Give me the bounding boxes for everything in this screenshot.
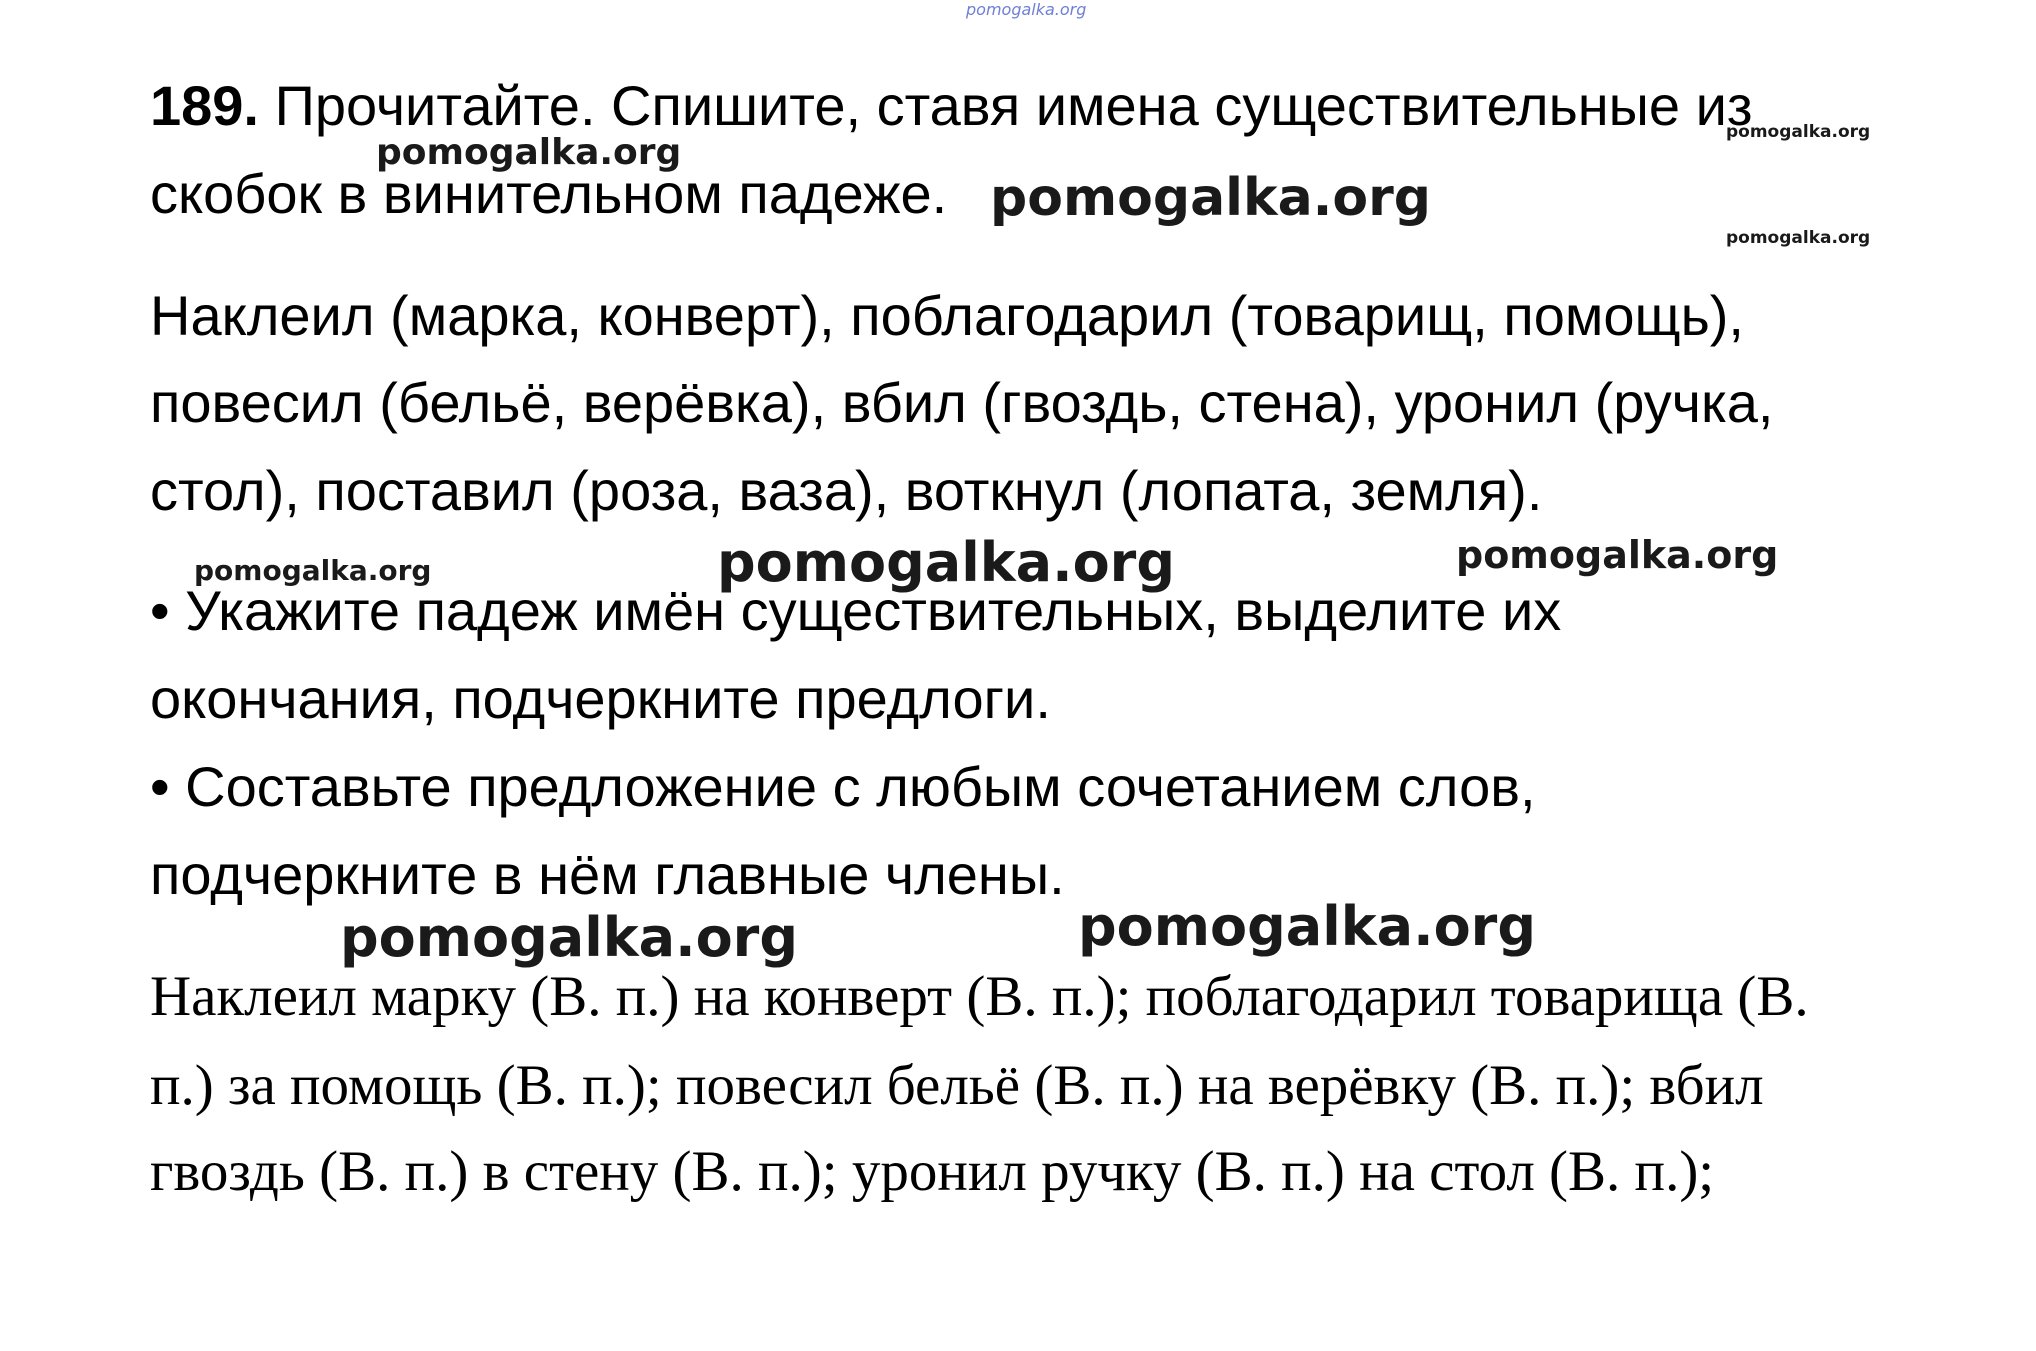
exercise-line-2: повесил (бельё, верёвка), вбил (гвоздь, стена), уронил (ручка,: [150, 371, 1774, 434]
watermark: pomogalka.org: [990, 168, 1432, 228]
exercise-line-1: Наклеил (марка, конверт), поблагодарил (товарищ, помощь),: [150, 284, 1744, 347]
task-instruction-text-2: скобок в винительном падеже.: [150, 162, 948, 225]
watermark: pomogalka.org: [1726, 122, 1871, 142]
watermark: pomogalka.org: [1456, 533, 1779, 577]
task-heading-line-1: [150, 74, 1753, 137]
task-heading-line-2: [150, 162, 948, 225]
task-instruction-text-1: Прочитайте. Спишите, ставя имена существительные из: [274, 74, 1753, 137]
answer-line-3: гвоздь (В. п.) в стену (В. п.); уронил ручку (В. п.) на стол (В. п.);: [150, 1140, 1715, 1203]
watermark: pomogalka.org: [376, 132, 682, 173]
watermark: pomogalka.org: [717, 531, 1175, 594]
instruction-line-4: подчеркните в нём главные члены.: [150, 843, 1065, 906]
instruction-line-3: • Составьте предложение с любым сочетанием слов,: [150, 755, 1536, 818]
watermark-top: pomogalka.org: [966, 0, 1087, 19]
answer-line-2: п.) за помощь (В. п.); повесил бельё (В. п.) на верёвку (В. п.); вбил: [150, 1054, 1764, 1117]
watermark: pomogalka.org: [1726, 228, 1871, 248]
watermark: pomogalka.org: [1078, 895, 1536, 958]
instruction-line-1: • Укажите падеж имён существительных, выделите их: [150, 579, 1562, 642]
task-number: 189.: [150, 74, 259, 137]
exercise-line-3: стол), поставил (роза, ваза), воткнул (лопата, земля).: [150, 459, 1543, 522]
instruction-line-2: окончания, подчеркните предлоги.: [150, 667, 1051, 730]
watermark: pomogalka.org: [340, 906, 798, 969]
answer-line-1: Наклеил марку (В. п.) на конверт (В. п.); поблагодарил товарища (В.: [150, 965, 1809, 1028]
watermark: pomogalka.org: [194, 554, 432, 587]
